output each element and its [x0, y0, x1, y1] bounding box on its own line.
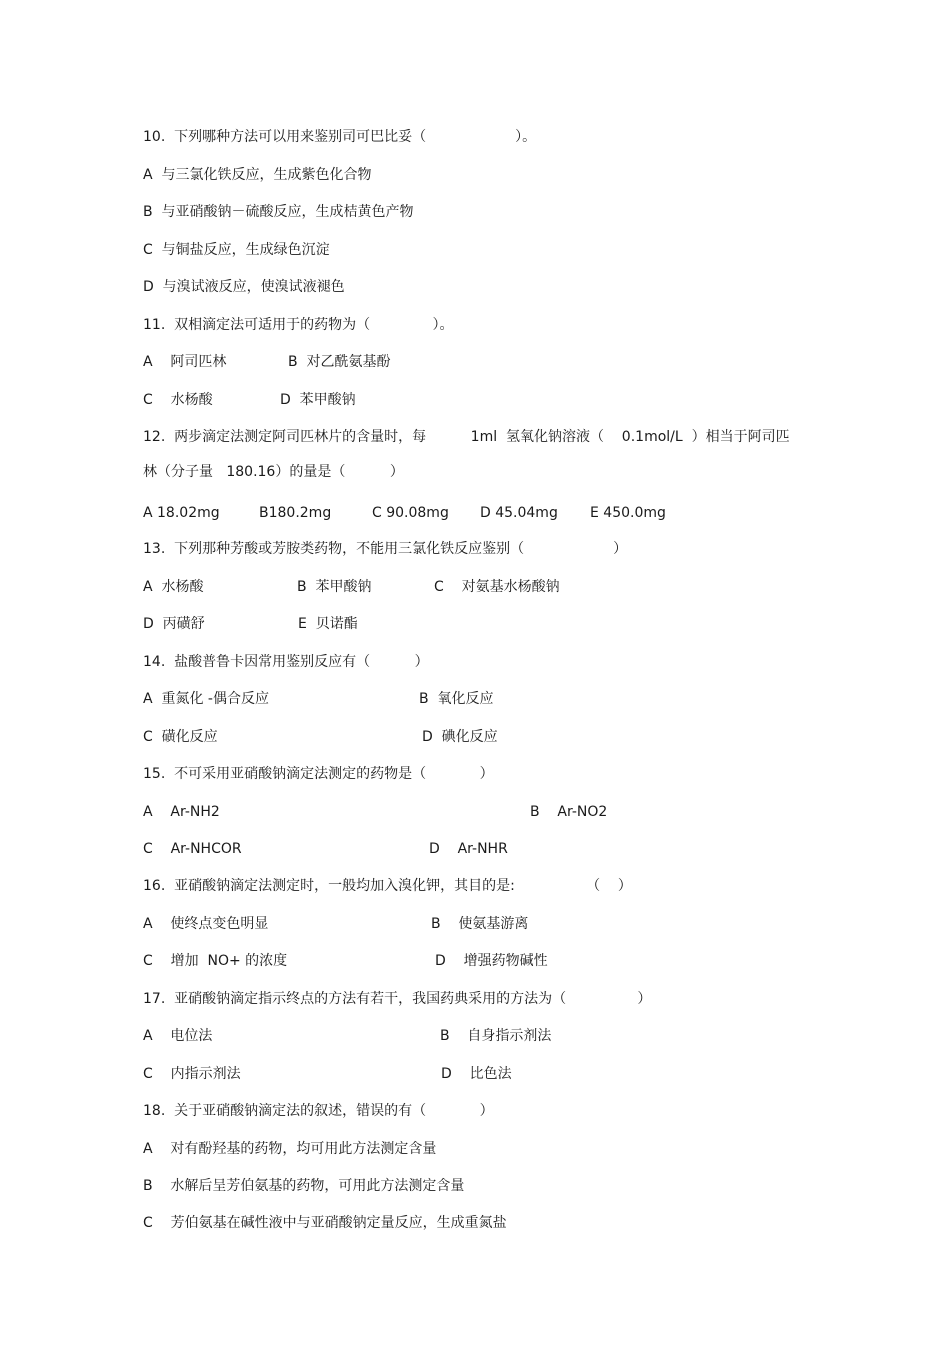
question-16-option-c: C 增加 NO+ 的浓度 — [143, 953, 288, 969]
question-14-stem: 14. 盐酸普鲁卡因常用鉴别反应有（ ） — [143, 654, 429, 670]
question-14-option-a: A 重氮化 -偶合反应 — [143, 691, 269, 707]
question-15-option-a: A Ar-NH2 — [143, 804, 220, 820]
question-16-option-a: A 使终点变色明显 — [143, 916, 269, 932]
question-12-option-a: A 18.02mg — [143, 505, 220, 521]
question-13-option-d: D 丙磺舒 — [143, 616, 205, 632]
question-12-option-e: E 450.0mg — [590, 505, 666, 521]
question-13-option-a: A 水杨酸 — [143, 579, 204, 595]
question-10-stem: 10. 下列哪种方法可以用来鉴别司可巴比妥（ ）。 — [143, 129, 537, 145]
question-15-option-d: D Ar-NHR — [429, 841, 508, 857]
question-13-stem: 13. 下列那种芳酸或芳胺类药物，不能用三氯化铁反应鉴别（ ） — [143, 541, 628, 557]
question-15-option-c: C Ar-NHCOR — [143, 841, 242, 857]
question-18-option-c: C 芳伯氨基在碱性液中与亚硝酸钠定量反应，生成重氮盐 — [143, 1215, 507, 1231]
question-14-option-d: D 碘化反应 — [422, 729, 498, 745]
question-16-stem: 16. 亚硝酸钠滴定法测定时，一般均加入溴化钾，其目的是: （ ） — [143, 878, 632, 894]
question-11-option-b: B 对乙酰氨基酚 — [288, 354, 391, 370]
question-16-option-d: D 增强药物碱性 — [435, 953, 548, 969]
question-10-option-b: B 与亚硝酸钠－硫酸反应，生成桔黄色产物 — [143, 204, 414, 220]
question-11-option-c: C 水杨酸 — [143, 392, 213, 408]
question-13-option-e: E 贝诺酯 — [298, 616, 358, 632]
question-12-option-c: C 90.08mg — [372, 505, 449, 521]
question-17-option-a: A 电位法 — [143, 1028, 213, 1044]
question-12-option-b: B180.2mg — [259, 505, 332, 521]
question-11-stem: 11. 双相滴定法可适用于的药物为（ ）。 — [143, 317, 454, 333]
question-11-option-a: A 阿司匹林 — [143, 354, 227, 370]
question-12-option-d: D 45.04mg — [480, 505, 558, 521]
question-11-option-d: D 苯甲酸钠 — [280, 392, 356, 408]
question-18-option-b: B 水解后呈芳伯氨基的药物，可用此方法测定含量 — [143, 1178, 465, 1194]
question-13-option-c: C 对氨基水杨酸钠 — [434, 579, 560, 595]
question-15-option-b: B Ar-NO2 — [530, 804, 608, 820]
question-18-stem: 18. 关于亚硝酸钠滴定法的叙述，错误的有（ ） — [143, 1103, 494, 1119]
question-15-stem: 15. 不可采用亚硝酸钠滴定法测定的药物是（ ） — [143, 766, 494, 782]
question-17-option-b: B 自身指示剂法 — [440, 1028, 552, 1044]
question-17-stem: 17. 亚硝酸钠滴定指示终点的方法有若干，我国药典采用的方法为（ ） — [143, 991, 652, 1007]
question-10-option-d: D 与溴试液反应，使溴试液褪色 — [143, 279, 345, 295]
question-10-option-c: C 与铜盐反应，生成绿色沉淀 — [143, 242, 330, 258]
question-12-stem-line-2: 林（分子量 180.16）的量是（ ） — [143, 464, 404, 480]
question-12-stem-line-1: 12. 两步滴定法测定阿司匹林片的含量时，每 1ml 氢氧化钠溶液（ 0.1mol/L ）相当于阿司匹 — [143, 429, 790, 445]
question-16-option-b: B 使氨基游离 — [431, 916, 529, 932]
question-13-option-b: B 苯甲酸钠 — [297, 579, 372, 595]
question-17-option-c: C 内指示剂法 — [143, 1066, 241, 1082]
question-14-option-c: C 磺化反应 — [143, 729, 218, 745]
question-10-option-a: A 与三氯化铁反应，生成紫色化合物 — [143, 167, 372, 183]
question-18-option-a: A 对有酚羟基的药物，均可用此方法测定含量 — [143, 1141, 437, 1157]
question-17-option-d: D 比色法 — [441, 1066, 512, 1082]
question-14-option-b: B 氧化反应 — [419, 691, 494, 707]
